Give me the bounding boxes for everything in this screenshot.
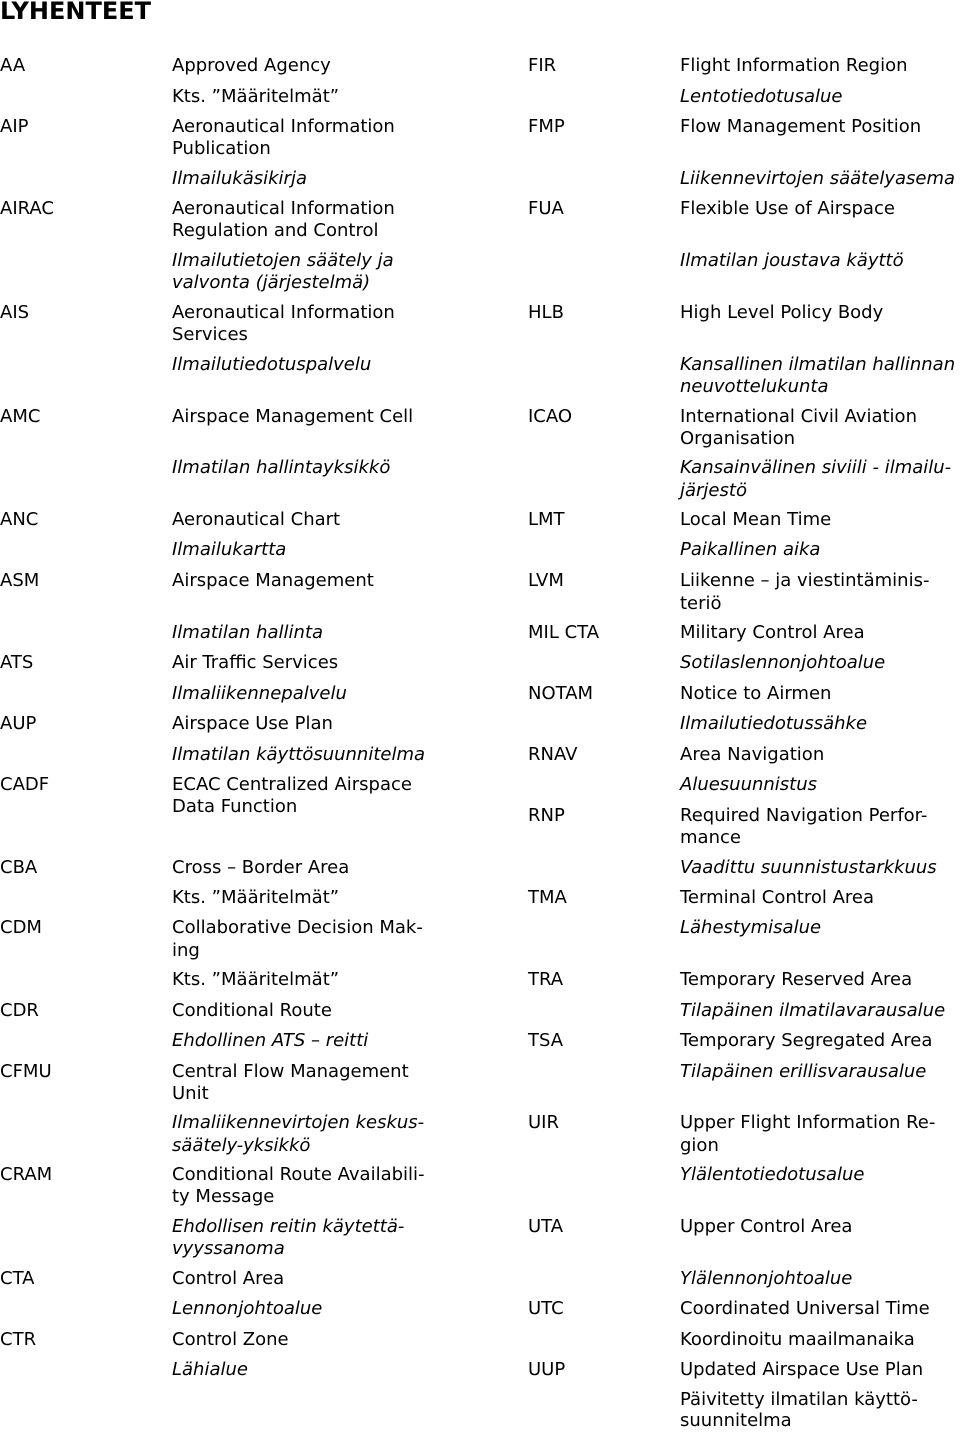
english-term: Temporary Segregated Area bbox=[680, 1030, 933, 1051]
english-term: Updated Airspace Use Plan bbox=[680, 1359, 924, 1380]
finnish-term: valvonta (järjestelmä) bbox=[172, 272, 371, 293]
finnish-term: järjestö bbox=[680, 480, 747, 501]
finnish-term: Ilmatilan joustava käyttö bbox=[680, 250, 904, 271]
english-term: Airspace Management Cell bbox=[172, 406, 414, 427]
english-term: Upper Flight Information Re- bbox=[680, 1112, 936, 1133]
english-term: Approved Agency bbox=[172, 55, 331, 76]
finnish-term: Vaadittu suunnistustarkkuus bbox=[680, 857, 937, 878]
abbreviation: UUP bbox=[528, 1359, 566, 1380]
english-term: Flight Information Region bbox=[680, 55, 908, 76]
english-term: Control Area bbox=[172, 1268, 285, 1289]
finnish-term: Ilmailukäsikirja bbox=[172, 168, 307, 189]
abbreviation: ASM bbox=[0, 570, 40, 591]
finnish-term: Ilmatilan hallinta bbox=[172, 622, 324, 643]
english-term: Flow Management Position bbox=[680, 116, 922, 137]
english-term: High Level Policy Body bbox=[680, 302, 884, 323]
english-term: mance bbox=[680, 827, 741, 848]
finnish-term: Lentotiedotusalue bbox=[680, 86, 843, 107]
english-term: International Civil Aviation bbox=[680, 406, 917, 427]
finnish-term: Ilmatilan hallintayksikkö bbox=[172, 457, 391, 478]
abbreviation: ATS bbox=[0, 652, 34, 673]
english-term: Upper Control Area bbox=[680, 1216, 853, 1237]
finnish-term: Ilmaliikennevirtojen keskus- bbox=[172, 1112, 425, 1133]
abbreviation: CDM bbox=[0, 917, 42, 938]
abbreviation: AIP bbox=[0, 116, 29, 137]
english-term: Services bbox=[172, 324, 248, 345]
english-term: Notice to Airmen bbox=[680, 683, 832, 704]
finnish-term: Paikallinen aika bbox=[680, 539, 821, 560]
english-term: Military Control Area bbox=[680, 622, 865, 643]
abbreviation: CADF bbox=[0, 774, 50, 795]
page-title: LYHENTEET bbox=[0, 0, 152, 25]
finnish-term: neuvottelukunta bbox=[680, 376, 829, 397]
english-term: Terminal Control Area bbox=[680, 887, 875, 908]
abbreviation: TMA bbox=[528, 887, 567, 908]
finnish-term: suunnitelma bbox=[680, 1410, 792, 1431]
english-term: Required Navigation Perfor- bbox=[680, 805, 928, 826]
abbreviation: CBA bbox=[0, 857, 38, 878]
abbreviation: AUP bbox=[0, 713, 37, 734]
english-term: Central Flow Management bbox=[172, 1061, 409, 1082]
see-definitions-note: Kts. ”Määritelmät” bbox=[172, 887, 340, 908]
abbreviation: CFMU bbox=[0, 1061, 52, 1082]
abbreviation: UTA bbox=[528, 1216, 564, 1237]
abbreviation: ICAO bbox=[528, 406, 573, 427]
finnish-term: Aluesuunnistus bbox=[680, 774, 818, 795]
english-term: Cross – Border Area bbox=[172, 857, 350, 878]
finnish-term: Ilmatilan käyttösuunnitelma bbox=[172, 744, 426, 765]
abbreviation: CRAM bbox=[0, 1164, 53, 1185]
abbreviation: TRA bbox=[528, 969, 564, 990]
finnish-term: Lähialue bbox=[172, 1359, 248, 1380]
abbreviation: TSA bbox=[528, 1030, 564, 1051]
english-term: Aeronautical Information bbox=[172, 116, 395, 137]
finnish-term: Ilmailutiedotussähke bbox=[680, 713, 868, 734]
see-definitions-note: Kts. ”Määritelmät” bbox=[172, 969, 340, 990]
abbreviation: FIR bbox=[528, 55, 557, 76]
abbreviation: FMP bbox=[528, 116, 565, 137]
finnish-term: Ilmailukartta bbox=[172, 539, 287, 560]
abbreviation: AMC bbox=[0, 406, 41, 427]
english-term: Air Traffic Services bbox=[172, 652, 339, 673]
english-term: ing bbox=[172, 940, 200, 961]
abbreviation: LVM bbox=[528, 570, 564, 591]
abbreviation: RNP bbox=[528, 805, 565, 826]
english-term: ECAC Centralized Airspace bbox=[172, 774, 412, 795]
abbreviation: CTR bbox=[0, 1329, 37, 1350]
abbreviation: AIRAC bbox=[0, 198, 54, 219]
finnish-term: Ilmailutietojen säätely ja bbox=[172, 250, 394, 271]
english-term: Data Function bbox=[172, 796, 298, 817]
english-term: ty Message bbox=[172, 1186, 275, 1207]
abbreviation: AA bbox=[0, 55, 26, 76]
abbreviation: HLB bbox=[528, 302, 564, 323]
finnish-term: Lähestymisalue bbox=[680, 917, 822, 938]
finnish-term: Lennonjohtoalue bbox=[172, 1298, 323, 1319]
abbreviation: MIL CTA bbox=[528, 622, 600, 643]
finnish-term: säätely-yksikkö bbox=[172, 1135, 311, 1156]
finnish-term: Ylälentotiedotusalue bbox=[680, 1164, 865, 1185]
abbreviation: AIS bbox=[0, 302, 30, 323]
english-term: Collaborative Decision Mak- bbox=[172, 917, 423, 938]
english-term: Organisation bbox=[680, 428, 796, 449]
english-term: Area Navigation bbox=[680, 744, 825, 765]
finnish-term: Ehdollinen ATS – reitti bbox=[172, 1030, 369, 1051]
abbreviation: CTA bbox=[0, 1268, 35, 1289]
finnish-term: Liikennevirtojen säätelyasema bbox=[680, 168, 956, 189]
finnish-term: Ilmailutiedotuspalvelu bbox=[172, 354, 372, 375]
finnish-term: Koordinoitu maailmanaika bbox=[680, 1329, 915, 1350]
finnish-term: Päivitetty ilmatilan käyttö- bbox=[680, 1389, 918, 1410]
english-term: Flexible Use of Airspace bbox=[680, 198, 895, 219]
abbreviation: RNAV bbox=[528, 744, 578, 765]
english-term: Conditional Route bbox=[172, 1000, 332, 1021]
english-term: Control Zone bbox=[172, 1329, 289, 1350]
finnish-term: Ilmaliikennepalvelu bbox=[172, 683, 347, 704]
english-term: Airspace Use Plan bbox=[172, 713, 333, 734]
abbreviation: LMT bbox=[528, 509, 565, 530]
english-term: Publication bbox=[172, 138, 271, 159]
english-term: Regulation and Control bbox=[172, 220, 379, 241]
finnish-term: Tilapäinen ilmatilavarausalue bbox=[680, 1000, 946, 1021]
english-term: gion bbox=[680, 1135, 719, 1156]
english-term: Airspace Management bbox=[172, 570, 374, 591]
finnish-term: Kansallinen ilmatilan hallinnan bbox=[680, 354, 956, 375]
english-term: Temporary Reserved Area bbox=[680, 969, 913, 990]
abbreviation: FUA bbox=[528, 198, 564, 219]
finnish-term: vyyssanoma bbox=[172, 1238, 285, 1259]
english-term: Unit bbox=[172, 1083, 209, 1104]
english-term: Conditional Route Availabili- bbox=[172, 1164, 425, 1185]
abbreviation: UTC bbox=[528, 1298, 564, 1319]
english-term: Coordinated Universal Time bbox=[680, 1298, 930, 1319]
finnish-term: Ehdollisen reitin käytettä- bbox=[172, 1216, 405, 1237]
abbreviation: UIR bbox=[528, 1112, 559, 1133]
english-term: Aeronautical Information bbox=[172, 198, 395, 219]
term: teriö bbox=[680, 593, 722, 614]
finnish-term: Ylälennonjohtoalue bbox=[680, 1268, 853, 1289]
term: Liikenne – ja viestintäminis- bbox=[680, 570, 930, 591]
finnish-term: Tilapäinen erillisvarausalue bbox=[680, 1061, 927, 1082]
see-definitions-note: Kts. ”Määritelmät” bbox=[172, 86, 340, 107]
finnish-term: Kansainvälinen siviili - ilmailu- bbox=[680, 457, 952, 478]
finnish-term: Sotilaslennonjohtoalue bbox=[680, 652, 886, 673]
english-term: Aeronautical Chart bbox=[172, 509, 341, 530]
abbreviation: CDR bbox=[0, 1000, 39, 1021]
english-term: Aeronautical Information bbox=[172, 302, 395, 323]
english-term: Local Mean Time bbox=[680, 509, 832, 530]
abbreviation: NOTAM bbox=[528, 683, 594, 704]
abbreviation: ANC bbox=[0, 509, 39, 530]
